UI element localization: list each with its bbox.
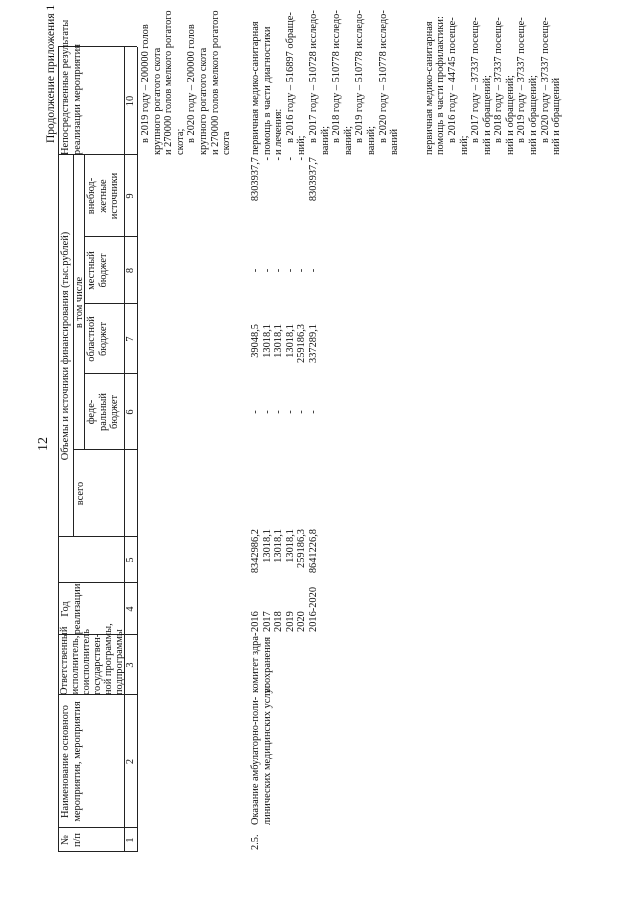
header-responsible-line: подпрограммы	[114, 629, 125, 695]
column-number: 9	[125, 193, 136, 199]
header-responsible-line: исполнитель,	[70, 635, 81, 695]
prev-results-line: крупного рогатого скота	[197, 47, 209, 155]
local-cell: -	[296, 268, 308, 273]
offbudget-cell: -	[261, 157, 273, 161]
row-name-line: линических медицинских услуг	[261, 683, 273, 825]
header-regional-line: областной	[86, 316, 97, 362]
header-funding-title: Объемы и источники финансирования (тыс.рублей)	[60, 231, 71, 461]
header-offbudget-line: внебюд-	[86, 177, 97, 215]
column-number: 6	[125, 409, 136, 415]
result-line: первичная медико-санитарная	[423, 21, 435, 155]
header-offbudget	[86, 155, 121, 237]
total-cell: 259186,3	[296, 529, 308, 568]
federal-cell: -	[273, 410, 285, 414]
prev-results-line: скота	[221, 131, 233, 155]
header-year-line: реализации	[71, 583, 83, 635]
result-line: в 2016 году – 44745 посеще-	[446, 17, 458, 143]
offbudget-cell: -	[273, 157, 285, 161]
offbudget-cell: -	[296, 157, 308, 161]
header-federal-line: ральный	[97, 393, 109, 431]
local-cell: -	[250, 268, 261, 273]
year-cell: 2018	[273, 611, 285, 632]
local-cell: -	[284, 268, 296, 273]
result-line: ваний;	[319, 126, 331, 155]
result-line: в 2017 году – 37337 посеще-	[470, 17, 482, 143]
header-responsible-line: соисполнитель	[81, 629, 92, 695]
local-cell: -	[307, 268, 319, 273]
regional-cell: 259186,3	[296, 324, 308, 363]
header-including: в том числе	[74, 276, 85, 329]
result-line: в 2019 году – 510778 исследо-	[354, 10, 366, 143]
column-number: 10	[125, 95, 136, 107]
page-number: 12	[36, 437, 51, 451]
result-line: ний и обращений	[551, 77, 563, 155]
regional-cell: 337289,1	[307, 324, 319, 363]
offbudget-cell: 8303937,7	[250, 157, 261, 202]
header-federal	[86, 374, 121, 450]
local-cell: -	[273, 268, 285, 273]
header-responsible	[59, 623, 125, 695]
federal-cell: -	[250, 410, 261, 414]
regional-cell: 13018,1	[284, 324, 296, 358]
header-regional-line: бюджет	[97, 322, 109, 357]
header-offbudget-line: жетные	[97, 179, 109, 213]
federal-cell: -	[307, 410, 319, 414]
prev-results-line: в 2020 году – 200000 голов	[186, 24, 198, 143]
result-line: в 2017 году – 510728 исследо-	[307, 10, 319, 143]
result-line: ваний;	[365, 126, 377, 155]
header-offbudget-line: источники	[109, 172, 121, 220]
prev-results-line: и 270000 голов мелкого рогатого	[163, 10, 175, 155]
result-line: в 2016 году – 516897 обраще-	[284, 12, 296, 143]
result-line: ний и обращений;	[481, 75, 493, 155]
result-line: ваний;	[342, 126, 354, 155]
total-cell: 8342986,2	[250, 529, 261, 574]
row-responsible-line: комитет здра-	[250, 632, 261, 693]
row-regional	[250, 324, 320, 381]
prev-results-line: и 270000 голов мелкого рогатого	[209, 10, 221, 155]
row-results	[250, 10, 563, 155]
offbudget-cell: 8303937,7	[307, 157, 319, 202]
local-cell: -	[261, 268, 273, 273]
column-number: 2	[125, 758, 136, 765]
federal-cell: -	[261, 410, 273, 414]
result-line: в 2018 году – 510778 исследо-	[331, 10, 343, 143]
row-number: 2.5.	[250, 834, 261, 850]
header-responsible-line: ной программы,	[103, 623, 114, 695]
table-top-border	[58, 47, 59, 852]
header-name	[60, 695, 83, 828]
year-cell: 2017	[261, 611, 273, 632]
federal-cell: -	[296, 410, 308, 414]
header-federal-line: феде-	[86, 399, 97, 425]
row-federal	[250, 374, 320, 450]
total-cell: 13018,1	[261, 529, 273, 563]
result-line: и лечения:	[273, 108, 285, 155]
header-local-line: местный	[86, 251, 97, 290]
header-responsible-line: государствен-	[92, 633, 103, 695]
column-number: 7	[125, 336, 136, 342]
row-responsible	[250, 633, 273, 693]
result-line: в 2020 году – 37337 посеще-	[539, 17, 551, 143]
year-cell: 2019	[284, 611, 296, 632]
result-line: первичная медико-санитарная	[250, 21, 261, 155]
header-results-line: реализации мероприятия	[71, 44, 83, 155]
header-num	[60, 828, 83, 852]
result-line: ний;	[296, 135, 308, 155]
header-responsible-line: Ответственный	[59, 626, 70, 695]
row-total	[250, 529, 320, 581]
column-number: 5	[125, 557, 136, 563]
offbudget-cell: -	[284, 157, 296, 161]
row-name	[250, 684, 273, 825]
header-name-line: мероприятия, мероприятия	[71, 701, 83, 822]
row-local	[250, 237, 320, 304]
federal-cell: -	[284, 410, 296, 414]
year-cell: 2016	[250, 611, 261, 632]
regional-cell: 39048,5	[250, 324, 261, 358]
prev-results	[140, 10, 233, 155]
result-line: ний и обращений;	[504, 75, 516, 155]
header-local	[86, 237, 109, 304]
appendix-continuation: Продолжение приложения 1	[45, 4, 57, 143]
column-number: 8	[125, 267, 136, 274]
regional-cell: 13018,1	[261, 324, 273, 358]
row-years	[250, 586, 320, 632]
header-regional	[86, 304, 109, 374]
year-cell: 2020	[296, 611, 308, 632]
result-line: помощь в части профилактики:	[435, 16, 447, 155]
total-cell: 13018,1	[273, 529, 285, 563]
header-num-line: №	[60, 835, 71, 845]
header-results-line: Непосредственные результаты	[60, 19, 71, 155]
row-name-line: Оказание амбулаторно-поли-	[250, 696, 261, 825]
header-results	[60, 19, 83, 155]
prev-results-line: скота;	[174, 128, 186, 155]
prev-results-line: в 2019 году – 200000 голов	[140, 24, 151, 143]
result-line: помощь в части диагностики	[261, 26, 273, 155]
total-cell: 13018,1	[284, 529, 296, 563]
result-line: ваний	[389, 128, 401, 155]
header-federal-line: бюджет	[109, 395, 121, 430]
header-year-line: Год	[60, 601, 71, 617]
table-bottom-border	[137, 47, 138, 852]
header-local-line: бюджет	[97, 253, 109, 288]
header-total: всего	[75, 481, 86, 506]
column-number: 1	[125, 837, 136, 843]
row-offbudget	[250, 157, 320, 237]
row-responsible-line: воохранения	[261, 636, 273, 693]
column-number: 3	[125, 662, 136, 668]
regional-cell: 13018,1	[273, 324, 285, 358]
total-cell: 8641226,8	[307, 529, 319, 574]
result-line: в 2018 году – 37337 посеще-	[493, 17, 505, 143]
column-number: 4	[125, 606, 136, 612]
header-year	[60, 583, 83, 635]
result-line: ний и обращений;	[528, 75, 540, 155]
result-line	[401, 43, 424, 155]
year-cell: 2016-2020	[307, 586, 319, 632]
prev-results-line: крупного рогатого скота	[151, 47, 163, 155]
header-name-line: Наименование основного	[60, 705, 71, 819]
header-num-line: п/п	[71, 833, 83, 848]
result-line: в 2020 году – 510778 исследо-	[377, 10, 389, 143]
result-line: ний;	[458, 135, 470, 155]
result-line: в 2019 году – 37337 посеще-	[516, 17, 528, 143]
